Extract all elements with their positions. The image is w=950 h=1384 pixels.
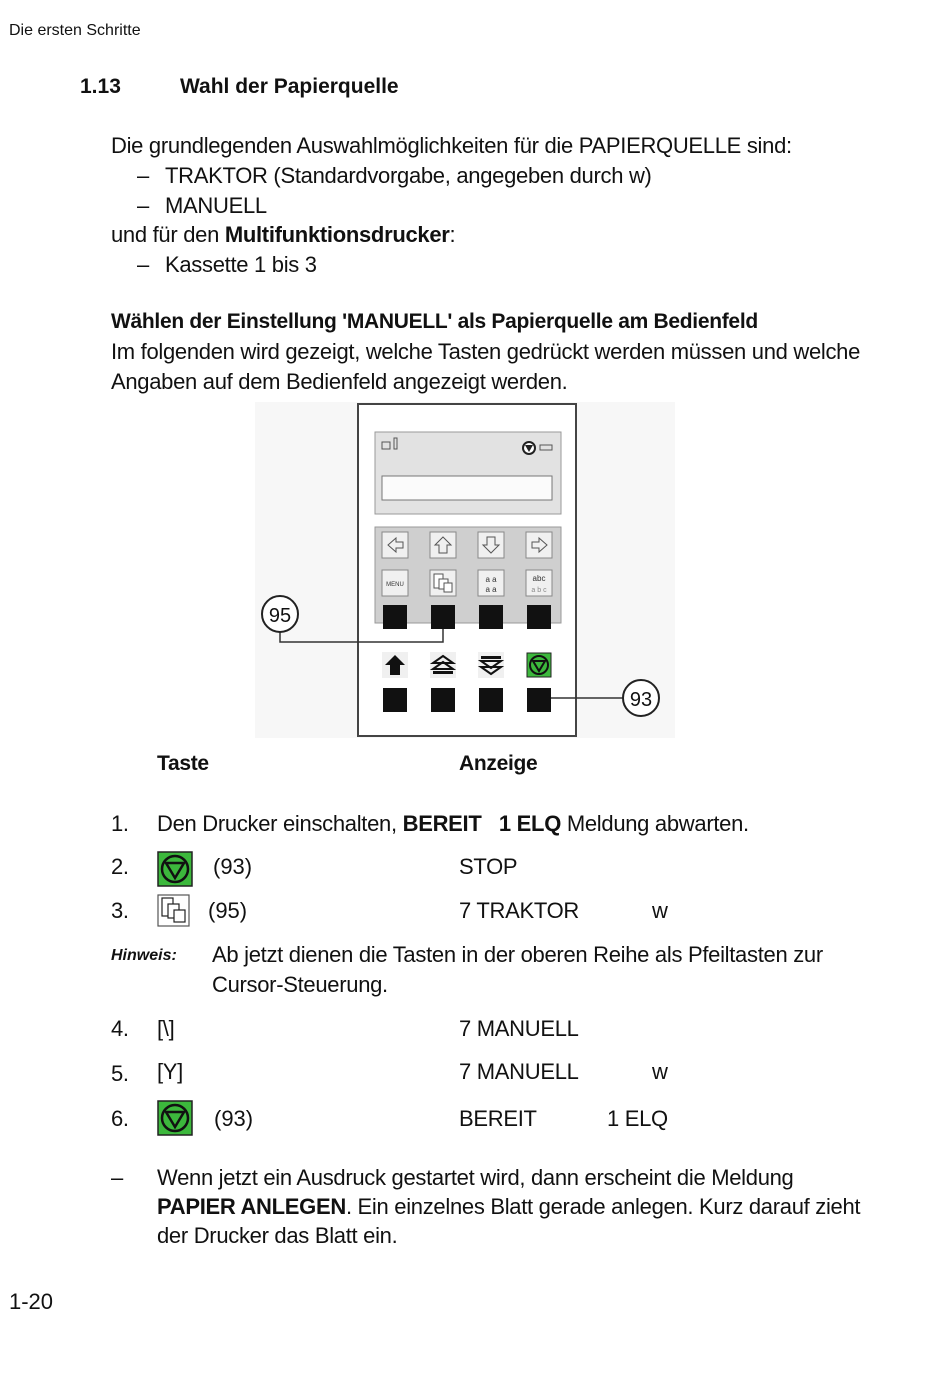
arrow-up-icon (430, 532, 456, 558)
bullet-dash: – (137, 193, 149, 218)
subsection-text-2: Angaben auf dem Bedienfeld angezeigt werden. (111, 369, 568, 394)
step-number: 2. (111, 854, 129, 879)
step-1-bold: BEREIT 1 ELQ (402, 811, 562, 836)
panel-key-2 (431, 605, 455, 629)
section-number: 1.13 (80, 75, 121, 98)
panel-key-5 (383, 688, 407, 712)
mfp-suffix: : (449, 222, 456, 247)
aa-bottom-text: a a (485, 585, 497, 594)
step-3-display: 7 TRAKTOR (459, 898, 579, 923)
panel-key-3 (479, 605, 503, 629)
font-key-label-icon (478, 570, 504, 596)
page-number: 1-20 (9, 1289, 54, 1314)
arrow-left-icon (382, 532, 408, 558)
step-6-extra: 1 ELQ (607, 1106, 668, 1131)
option-traktor: TRAKTOR (Standardvorgabe, angegeben durch w) (165, 163, 652, 188)
shift-key-label-icon (382, 652, 408, 678)
menu-label-text: MENU (386, 582, 404, 588)
abc-bottom-text: a b c (531, 587, 547, 594)
pitch-key-label-icon (526, 570, 552, 596)
bullet-dash: – (137, 163, 149, 188)
subsection-text-1: Im folgenden wird gezeigt, welche Tasten gedrückt werden müssen und welche (111, 339, 861, 364)
mfp-line (111, 222, 455, 248)
panel-key-8 (527, 688, 551, 712)
hint-line-2: Cursor-Steuerung. (212, 972, 388, 997)
step-1-text-a: Den Drucker einschalten, (157, 811, 403, 836)
section-title: Wahl der Papierquelle (180, 75, 399, 98)
operator-panel-figure (255, 402, 675, 738)
step-number: 4. (111, 1016, 129, 1041)
step-2-ref: (93) (213, 854, 253, 879)
stop-key-icon (157, 1100, 193, 1136)
step-3-extra: w (652, 898, 668, 923)
closing-line-1: Wenn jetzt ein Ausdruck gestartet wird, dann erscheint die Meldung (157, 1165, 794, 1190)
callout-93-text: 93 (629, 689, 653, 711)
feed-up-key-label-icon (430, 652, 456, 678)
step-number: 5. (111, 1061, 129, 1086)
panel-key-4 (527, 605, 551, 629)
step-1-text-b: Meldung abwarten. (561, 811, 749, 836)
step-number: 3. (111, 898, 129, 923)
option-kassette: Kassette 1 bis 3 (165, 252, 317, 277)
mfp-bold: Multifunktionsdrucker (224, 222, 450, 247)
arrow-right-icon (526, 532, 552, 558)
menu-key-label-icon (382, 570, 408, 596)
intro-line: Die grundlegenden Auswahlmöglichkeiten für die PAPIERQUELLE sind: (111, 133, 792, 158)
step-5-display: 7 MANUELL (459, 1059, 579, 1084)
step-5-extra: w (652, 1059, 668, 1084)
stop-key-icon (157, 851, 193, 887)
aa-top-text: a a (485, 575, 497, 584)
step-1-text (157, 811, 749, 837)
column-header-display: Anzeige (459, 752, 538, 775)
running-header: Die ersten Schritte (9, 22, 141, 39)
paper-source-key-icon (157, 894, 190, 927)
step-2-display: STOP (459, 854, 518, 879)
hint-label: Hinweis: (111, 947, 177, 964)
step-6-ref: (93) (214, 1106, 254, 1131)
bullet-dash: – (137, 252, 149, 277)
closing-line-3: der Drucker das Blatt ein. (157, 1223, 398, 1248)
step-5-key: [Y] (157, 1059, 183, 1084)
closing-bold: PAPIER ANLEGEN (157, 1194, 346, 1219)
step-number: 6. (111, 1106, 129, 1131)
panel-key-1 (383, 605, 407, 629)
paper-source-label-icon (430, 570, 456, 596)
subsection-title: Wählen der Einstellung 'MANUELL' als Papierquelle am Bedienfeld (111, 310, 758, 333)
option-manuell: MANUELL (165, 193, 267, 218)
abc-top-text: abc (532, 574, 546, 583)
lcd-display (382, 476, 552, 500)
step-6-display: BEREIT (459, 1106, 537, 1131)
closing-dash: – (111, 1165, 123, 1190)
column-header-key: Taste (157, 752, 209, 775)
step-4-display: 7 MANUELL (459, 1016, 579, 1041)
feed-down-key-label-icon (478, 652, 504, 678)
step-4-key: [\] (157, 1016, 175, 1041)
closing-line-2 (157, 1194, 860, 1220)
panel-key-6 (431, 688, 455, 712)
closing-line-2-rest: . Ein einzelnes Blatt gerade anlegen. Kurz darauf zieht (345, 1194, 861, 1219)
hint-line-1: Ab jetzt dienen die Tasten in der oberen Reihe als Pfeiltasten zur (212, 942, 823, 967)
mfp-prefix: und für den (111, 222, 225, 247)
stop-key-label-icon (527, 653, 551, 677)
arrow-down-icon (478, 532, 504, 558)
callout-95-text: 95 (268, 605, 292, 627)
step-3-ref: (95) (208, 898, 248, 923)
panel-key-7 (479, 688, 503, 712)
step-number: 1. (111, 811, 129, 836)
